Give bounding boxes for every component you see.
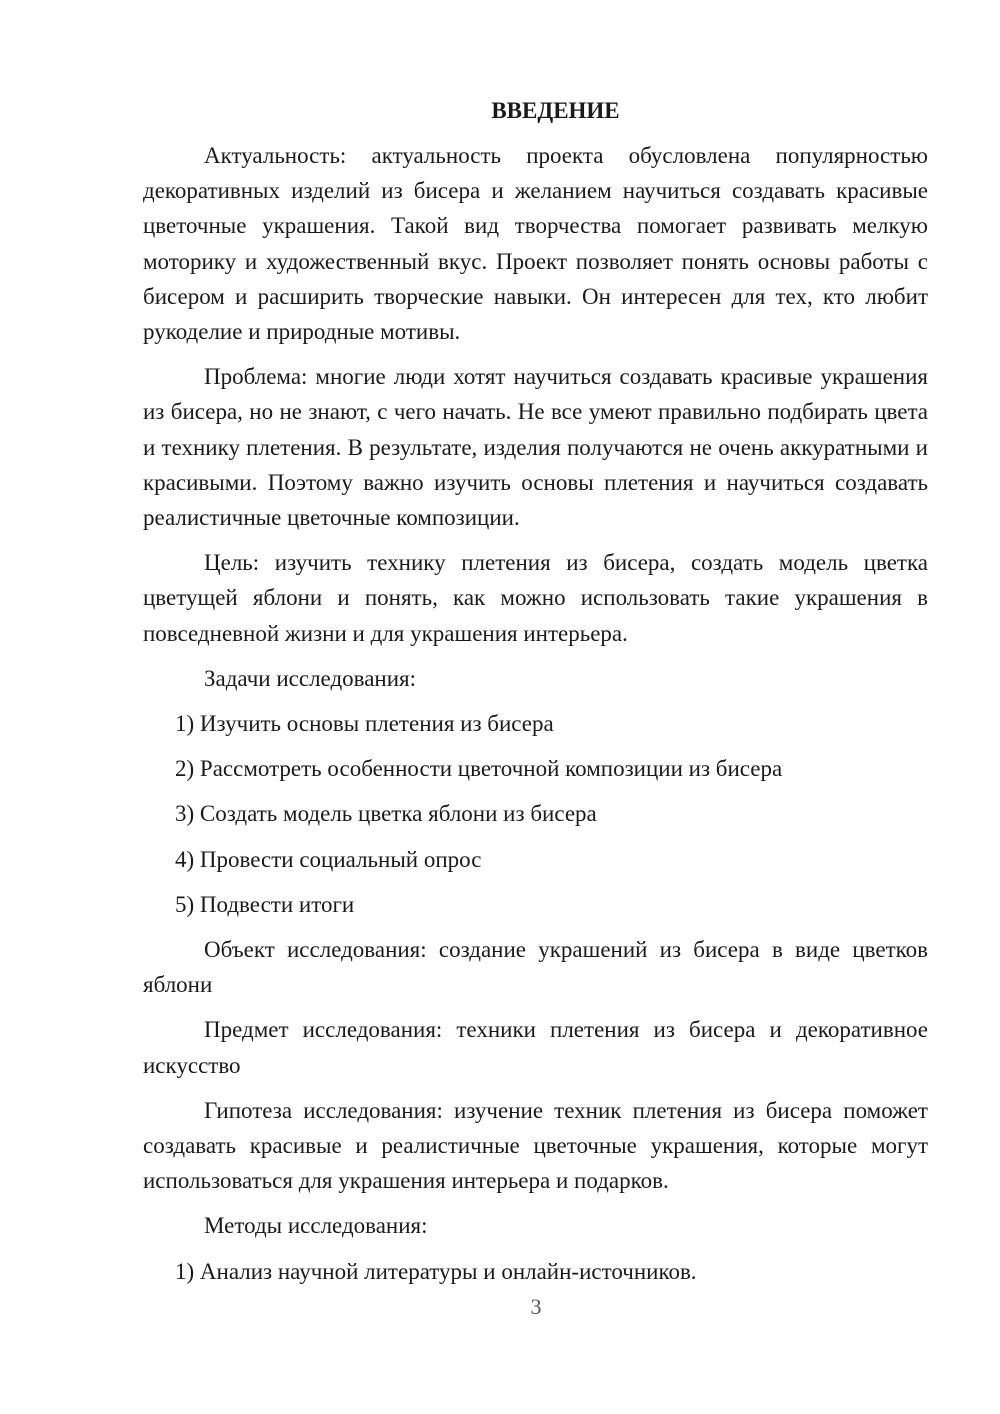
paragraph-goal: Цель: изучить технику плетения из бисера, создать модель цветка цветущей яблони и понять, как можно использовать такие украшения в повседневной жизни и для украшения интерьера. [143, 550, 928, 646]
paragraph-object: Объект исследования: создание украшений из бисера в виде цветков яблони [143, 937, 928, 998]
paragraph-problem: Проблема: многие люди хотят научиться создавать красивые украшения из бисера, но не знают, с чего начать. Не все умеют правильно подбирать цвета и технику плетения. В результате, изделия получаются не очень аккуратными и красивыми. Поэтому важно изучить основы плетения и научиться создавать реалистичные цветочные композиции. [143, 364, 928, 531]
list-item: 3) Создать модель цветка яблони из бисера [175, 801, 597, 827]
tasks-heading: Задачи исследования: [204, 665, 417, 691]
page-number: 3 [530, 1294, 542, 1319]
paragraph-relevance: Актуальность: актуальность проекта обусловлена популярностью декоративных изделий из бисера и желанием научиться создавать красивые цветочные украшения. Такой вид творчества помогает развивать мелкую моторику и художественный вкус. Проект позволяет понять основы работы с бисером и расширить творческие навыки. Он интересен для тех, кто любит рукоделие и природные мотивы. [143, 143, 928, 345]
paragraph-hypothesis: Гипотеза исследования: изучение техник плетения из бисера поможет создавать красивые и реалистичные цветочные украшения, которые могут использоваться для украшения интерьера и подарков. [143, 1097, 928, 1194]
page-title: ВВЕДЕНИЕ [491, 98, 620, 123]
list-item: 1) Изучить основы плетения из бисера [175, 711, 554, 737]
list-item: 5) Подвести итоги [175, 891, 355, 917]
paragraph-subject: Предмет исследования: техники плетения из бисера и декоративное искусство [143, 1017, 928, 1078]
tasks-list [143, 706, 928, 922]
methods-list [143, 1254, 928, 1289]
list-item: 1) Анализ научной литературы и онлайн-источников. [175, 1258, 697, 1284]
list-item: 2) Рассмотреть особенности цветочной композиции из бисера [175, 756, 783, 782]
list-item: 4) Провести социальный опрос [175, 846, 482, 872]
methods-heading: Методы исследования: [204, 1213, 428, 1239]
